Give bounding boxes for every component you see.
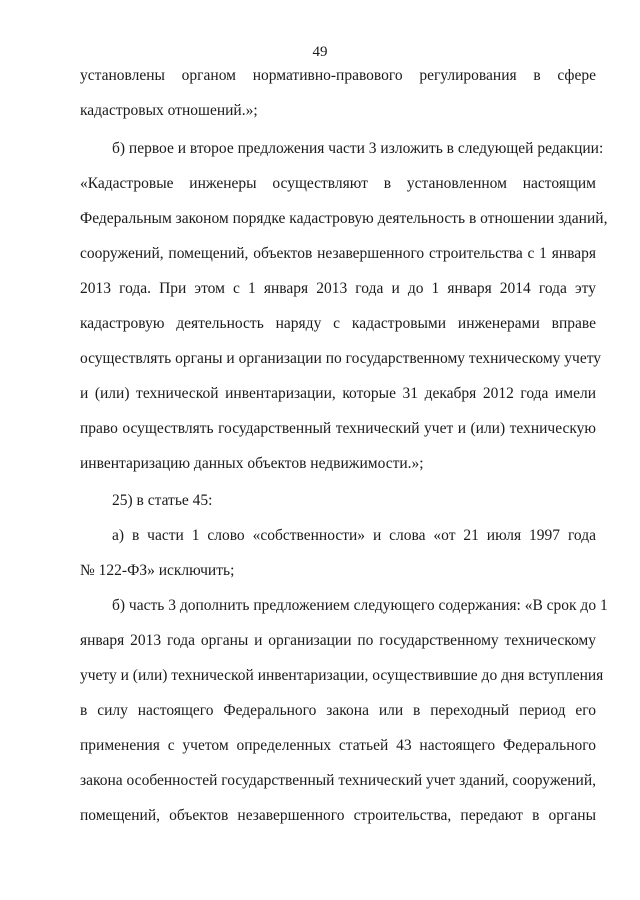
text-line: января 2013 года органы и организации по государственному техническому — [80, 632, 596, 649]
text-line: 2013 года. При этом с 1 января 2013 года и до 1 января 2014 года эту — [80, 280, 596, 297]
text-line: № 122-ФЗ» исключить; — [80, 562, 235, 579]
text-line: инвентаризацию данных объектов недвижимости.»; — [80, 455, 424, 472]
text-line: Федеральным законом порядке кадастровую деятельность в отношении зданий, — [80, 210, 608, 227]
text-line: «Кадастровые инженеры осуществляют в установленном настоящим — [80, 175, 596, 192]
text-line: в силу настоящего Федерального закона или в переходный период его — [80, 702, 596, 719]
text-line: кадастровую деятельность наряду с кадастровыми инженерами вправе — [80, 315, 596, 332]
text-line: б) часть 3 дополнить предложением следующего содержания: «В срок до 1 — [112, 597, 608, 614]
text-line: осуществлять органы и организации по государственному техническому учету — [80, 350, 602, 367]
text-line: а) в части 1 слово «собственности» и слова «от 21 июля 1997 года — [112, 527, 596, 544]
text-line: помещений, объектов незавершенного строительства, передают в органы — [80, 807, 596, 824]
text-line: учету и (или) технической инвентаризации, осуществившие до дня вступления — [80, 667, 604, 684]
text-line: установлены органом нормативно-правового регулирования в сфере — [80, 67, 596, 84]
text-line: и (или) технической инвентаризации, которые 31 декабря 2012 года имели — [80, 385, 596, 402]
text-line: сооружений, помещений, объектов незавершенного строительства с 1 января — [80, 245, 596, 262]
page-number: 49 — [312, 44, 328, 60]
text-line: закона особенностей государственный технический учет зданий, сооружений, — [80, 772, 596, 789]
text-line: право осуществлять государственный технический учет и (или) техническую — [80, 420, 596, 437]
text-line: б) первое и второе предложения части 3 изложить в следующей редакции: — [112, 140, 604, 157]
text-line: 25) в статье 45: — [112, 492, 213, 509]
text-line: кадастровых отношений.»; — [80, 102, 258, 119]
text-line: применения с учетом определенных статьей 43 настоящего Федерального — [80, 737, 596, 754]
